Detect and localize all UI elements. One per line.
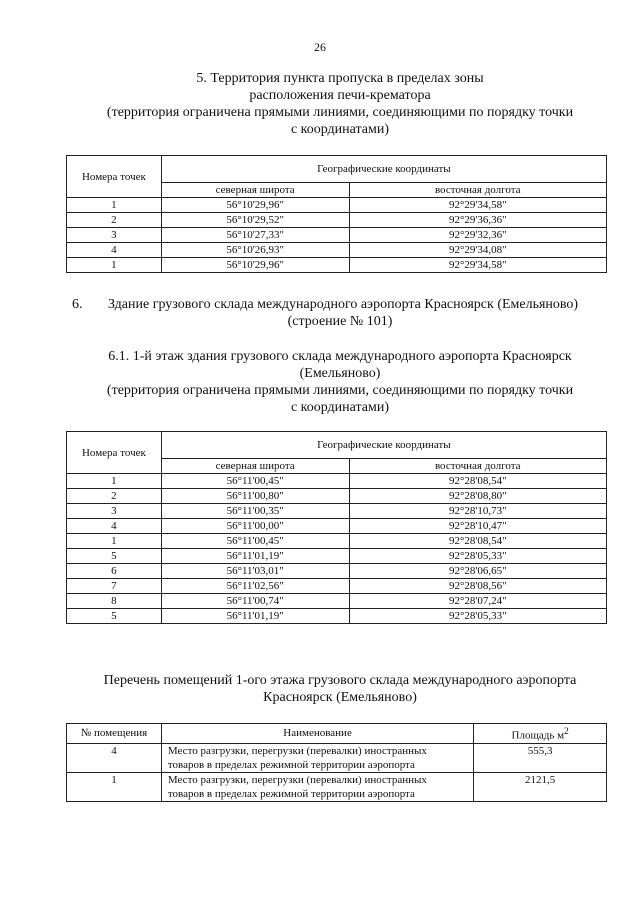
page-number: 26	[314, 40, 326, 54]
lon-cell: 92°28'07,24"	[349, 594, 607, 609]
section61-title-line: 6.1. 1-й этаж здания грузового склада международного аэропорта Красноярск	[108, 349, 572, 364]
point-cell: 1	[67, 474, 162, 489]
rooms-heading	[60, 672, 620, 706]
table-row	[67, 228, 607, 243]
lat-cell: 56°11'03,01"	[161, 564, 349, 579]
lon-cell: 92°29'32,36"	[349, 228, 607, 243]
lon-cell: 92°28'05,33"	[349, 609, 607, 624]
room-name-line: товаров в пределах режимной территории аэропорта	[167, 758, 415, 771]
lat-cell: 56°10'29,96"	[161, 198, 349, 213]
table-row	[67, 258, 607, 273]
col-lat-header: северная широта	[161, 183, 349, 198]
lat-cell: 56°11'00,35"	[161, 504, 349, 519]
point-cell: 3	[67, 228, 162, 243]
table-row	[67, 579, 607, 594]
lat-cell: 56°11'00,00"	[161, 519, 349, 534]
lon-cell: 92°29'34,58"	[349, 198, 607, 213]
lon-cell: 92°28'08,80"	[349, 489, 607, 504]
lat-cell: 56°11'02,56"	[161, 579, 349, 594]
lat-cell: 56°11'00,80"	[161, 489, 349, 504]
section6-heading	[60, 296, 620, 330]
table-row	[67, 504, 607, 519]
lat-cell: 56°10'29,96"	[161, 258, 349, 273]
lon-cell: 92°28'08,54"	[349, 534, 607, 549]
point-cell: 6	[67, 564, 162, 579]
point-cell: 2	[67, 489, 162, 504]
section5-title-line: (территория ограничена прямыми линиями, соединяющими по порядку точки	[106, 105, 574, 120]
lon-cell: 92°29'34,08"	[349, 243, 607, 258]
section5-title-line: с координатами)	[290, 122, 390, 137]
table-row	[67, 564, 607, 579]
point-cell: 4	[67, 243, 162, 258]
room-no-cell: 4	[67, 743, 162, 772]
room-name-line: Место разгрузки, перегрузки (перевалки) иностранных	[167, 744, 427, 757]
col-geo-header: Географические координаты	[161, 156, 606, 183]
section5-coordinates-table	[66, 155, 607, 273]
point-cell: 3	[67, 504, 162, 519]
section5-title-line: расположения печи-крематора	[249, 88, 431, 103]
table-row	[67, 489, 607, 504]
room-area-cell: 555,3	[474, 743, 607, 772]
point-cell: 8	[67, 594, 162, 609]
lon-cell: 92°28'05,33"	[349, 549, 607, 564]
lat-cell: 56°11'00,45"	[161, 474, 349, 489]
section5-title-line: 5. Территория пункта пропуска в пределах зоны	[196, 71, 484, 86]
lon-cell: 92°28'08,56"	[349, 579, 607, 594]
section6-title-line: (строение № 101)	[287, 314, 393, 329]
lon-cell: 92°28'10,73"	[349, 504, 607, 519]
col-room-no-header: № помещения	[67, 724, 162, 744]
lat-cell: 56°11'00,74"	[161, 594, 349, 609]
col-room-area-header	[474, 724, 607, 744]
lon-cell: 92°28'08,54"	[349, 474, 607, 489]
table-row	[67, 519, 607, 534]
section61-title-line: (Емельяново)	[299, 366, 381, 381]
point-cell: 1	[67, 258, 162, 273]
point-cell: 2	[67, 213, 162, 228]
area-header-sup: 2	[564, 726, 569, 736]
lon-cell: 92°29'36,36"	[349, 213, 607, 228]
point-cell: 4	[67, 519, 162, 534]
lon-cell: 92°28'10,47"	[349, 519, 607, 534]
room-name-cell	[161, 772, 473, 801]
room-name-cell	[161, 743, 473, 772]
col-point-header: Номера точек	[67, 432, 162, 474]
section61-title-line: с координатами)	[290, 400, 390, 415]
rooms-table	[66, 723, 607, 802]
point-cell: 5	[67, 549, 162, 564]
table-row	[67, 609, 607, 624]
col-geo-header: Географические координаты	[161, 432, 606, 459]
point-cell: 5	[67, 609, 162, 624]
room-area-cell: 2121,5	[474, 772, 607, 801]
section61-coordinates-table	[66, 431, 607, 624]
area-header-text: Площадь м	[511, 729, 565, 742]
table-row	[67, 243, 607, 258]
point-cell: 1	[67, 534, 162, 549]
rooms-title-line: Красноярск (Емельяново)	[263, 690, 417, 705]
section5-heading	[60, 70, 620, 138]
section61-heading	[60, 348, 620, 416]
lon-cell: 92°29'34,58"	[349, 258, 607, 273]
lat-cell: 56°11'00,45"	[161, 534, 349, 549]
table-row	[67, 772, 607, 801]
col-lon-header: восточная долгота	[349, 459, 607, 474]
section6-number: 6.	[72, 297, 83, 312]
lat-cell: 56°11'01,19"	[161, 549, 349, 564]
table-row	[67, 594, 607, 609]
col-lat-header: северная широта	[161, 459, 349, 474]
lat-cell: 56°10'29,52"	[161, 213, 349, 228]
rooms-title-line: Перечень помещений 1-ого этажа грузового склада международного аэропорта	[103, 673, 577, 688]
section6-title-line: Здание грузового склада международного аэропорта Красноярск (Емельяново)	[108, 297, 579, 312]
lat-cell: 56°10'27,33"	[161, 228, 349, 243]
table-row	[67, 534, 607, 549]
table-row	[67, 474, 607, 489]
point-cell: 7	[67, 579, 162, 594]
room-name-line: Место разгрузки, перегрузки (перевалки) иностранных	[167, 773, 427, 786]
table-row	[67, 198, 607, 213]
col-lon-header: восточная долгота	[349, 183, 607, 198]
lat-cell: 56°10'26,93"	[161, 243, 349, 258]
lon-cell: 92°28'06,65"	[349, 564, 607, 579]
table-row	[67, 213, 607, 228]
col-point-header: Номера точек	[67, 156, 162, 198]
lat-cell: 56°11'01,19"	[161, 609, 349, 624]
table-row	[67, 549, 607, 564]
room-name-line: товаров в пределах режимной территории аэропорта	[167, 787, 415, 800]
point-cell: 1	[67, 198, 162, 213]
room-no-cell: 1	[67, 772, 162, 801]
table-row	[67, 743, 607, 772]
section61-title-line: (территория ограничена прямыми линиями, соединяющими по порядку точки	[106, 383, 574, 398]
col-room-name-header: Наименование	[161, 724, 473, 744]
